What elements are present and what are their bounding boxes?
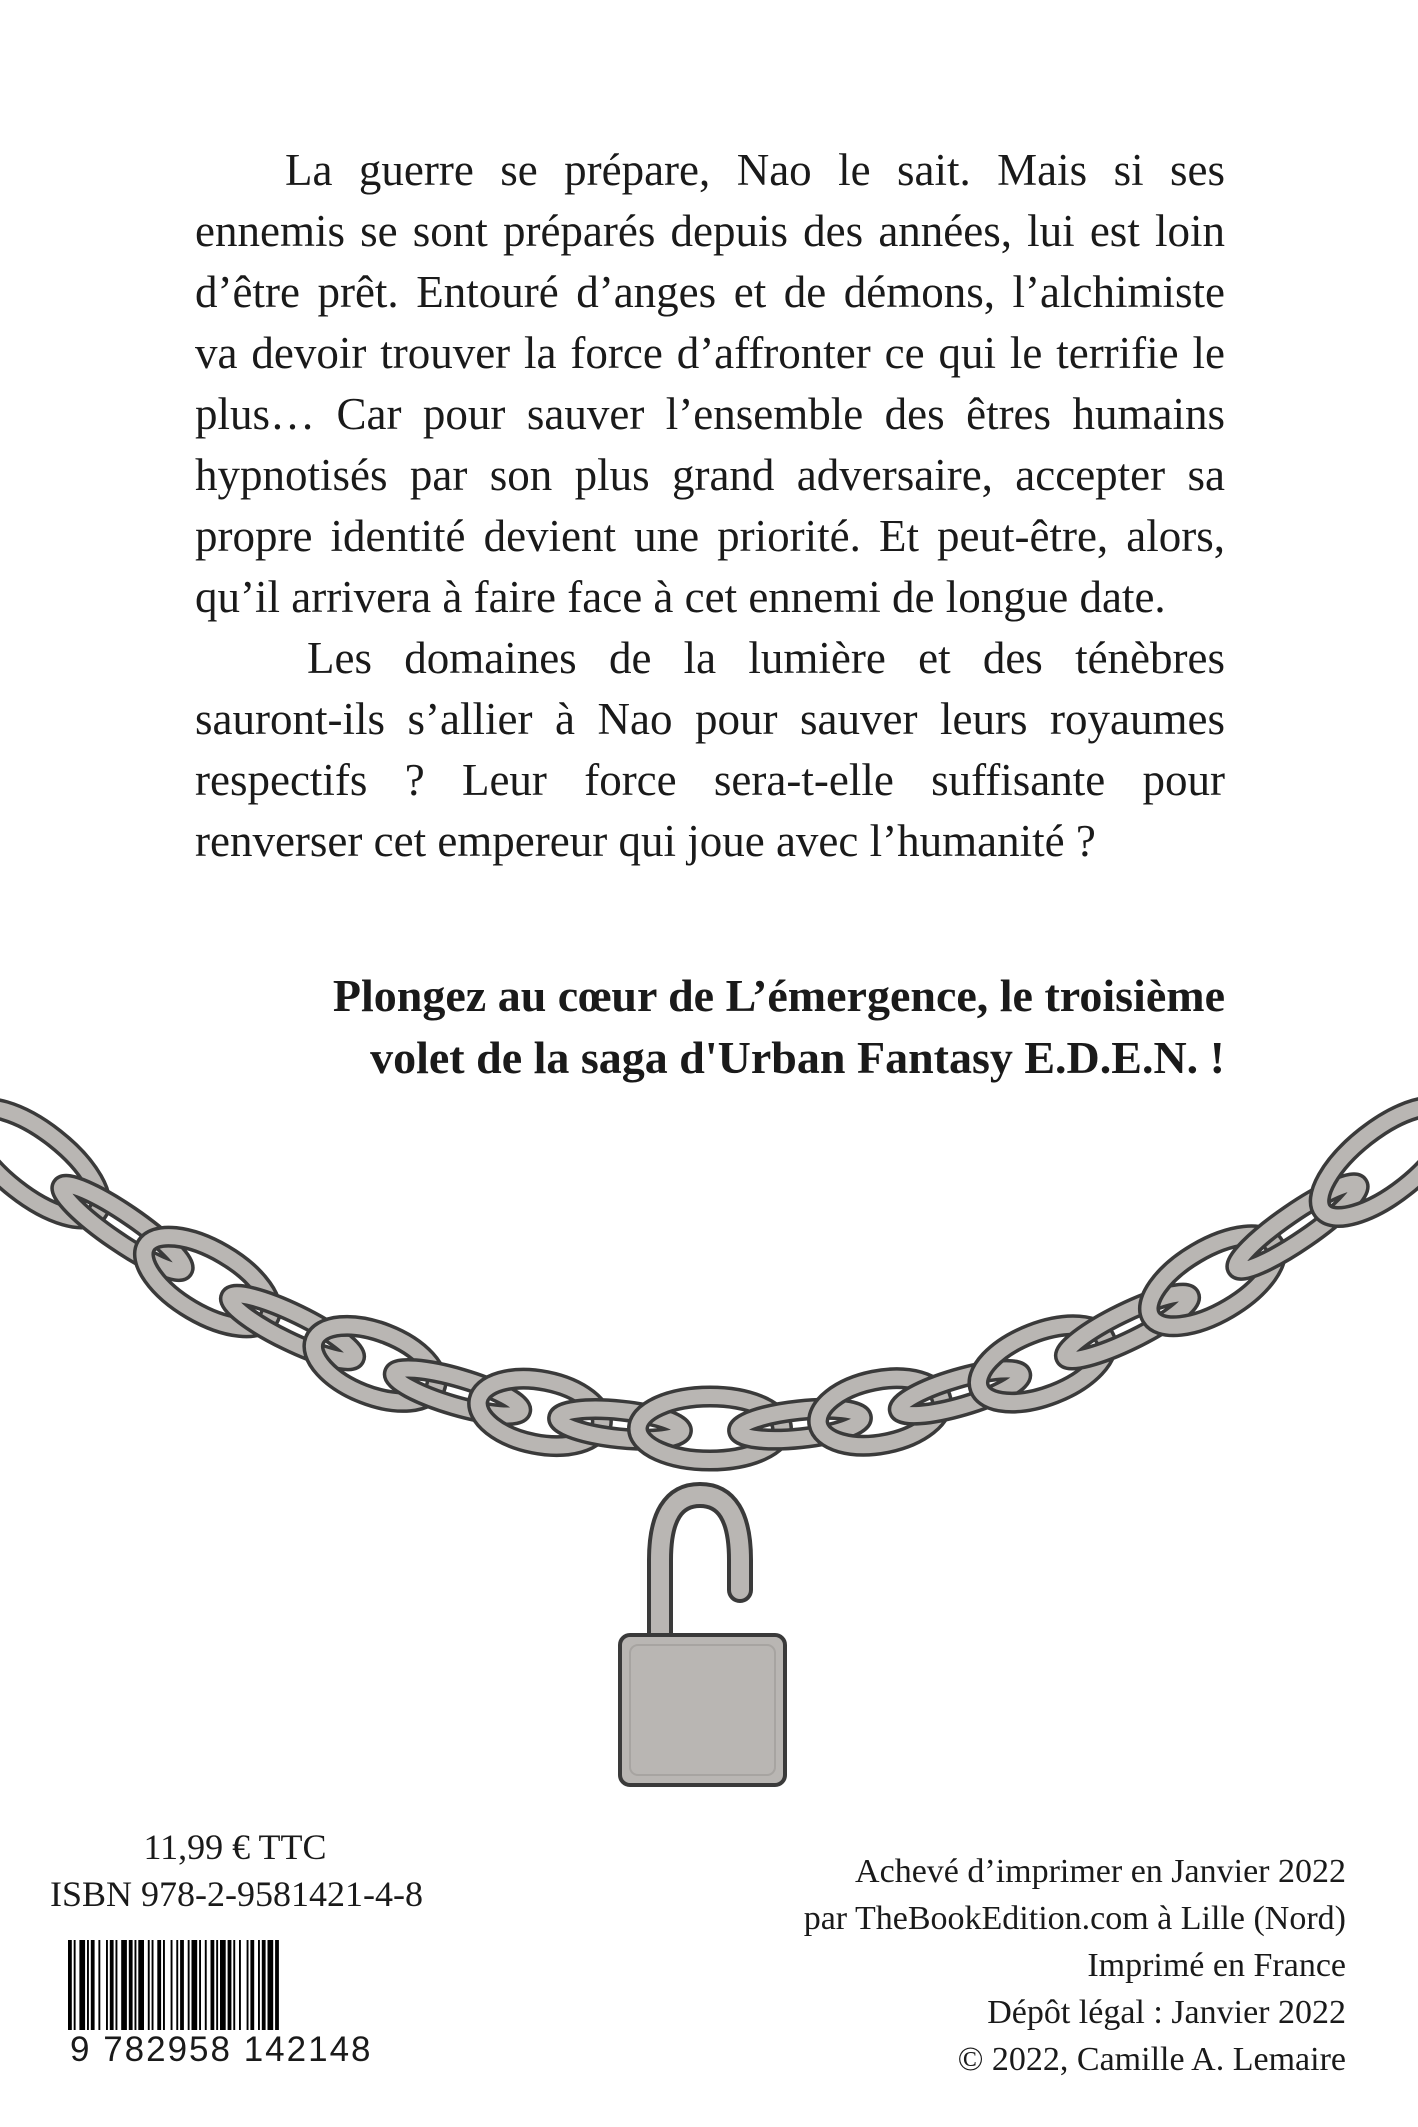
colophon-line-2: par TheBookEdition.com à Lille (Nord) — [803, 1900, 1346, 1937]
tagline-line-1: Plongez au cœur de L’émergence, le troisième — [332, 970, 1225, 1021]
price-block — [50, 1824, 423, 1918]
tagline-line-2: volet de la saga d'Urban Fantasy E.D.E.N. ! — [370, 1032, 1225, 1083]
colophon-line-1: Achevé d’imprimer en Janvier 2022 — [855, 1853, 1346, 1890]
blurb-paragraph-2: Les domaines de la lumière et des ténèbres sauront-ils s’allier à Nao pour sauver leurs royaumes respectifs ? Leur force sera-t-elle suffisante pour renverser cet empereur qui joue avec l’humanité ? — [195, 633, 1225, 866]
colophon — [706, 1848, 1346, 2083]
colophon-line-5: © 2022, Camille A. Lemaire — [957, 2041, 1346, 2078]
chain-padlock-illustration — [0, 1090, 1418, 1790]
padlock-icon — [620, 1495, 785, 1785]
blurb-paragraph-1: La guerre se prépare, Nao le sait. Mais si ses ennemis se sont préparés depuis des années, lui est loin d’être prêt. Entouré d’anges et de démons, l’alchimiste va devoir trouver la force d’affronter ce qui le terrifie le plus… Car pour sauver l’ensemble des êtres humains hypnotisés par son plus grand adversaire, accepter sa propre identité devient une priorité. Et peut-être, alors, qu’il arrivera à faire face à cet ennemi de longue date. — [195, 145, 1225, 622]
chain-icon — [0, 1090, 1418, 1461]
tagline — [195, 965, 1225, 1089]
chain-link — [1303, 1090, 1418, 1236]
isbn: ISBN 978-2-9581421-4-8 — [50, 1874, 423, 1914]
price: 11,99 € TTC — [143, 1827, 327, 1867]
barcode-icon — [68, 1940, 388, 2030]
colophon-line-4: Dépôt légal : Janvier 2022 — [987, 1994, 1346, 2031]
back-cover-blurb — [195, 140, 1225, 872]
colophon-line-3: Imprimé en France — [1087, 1947, 1346, 1984]
barcode-digits: 9 782958 142148 — [70, 2030, 373, 2069]
